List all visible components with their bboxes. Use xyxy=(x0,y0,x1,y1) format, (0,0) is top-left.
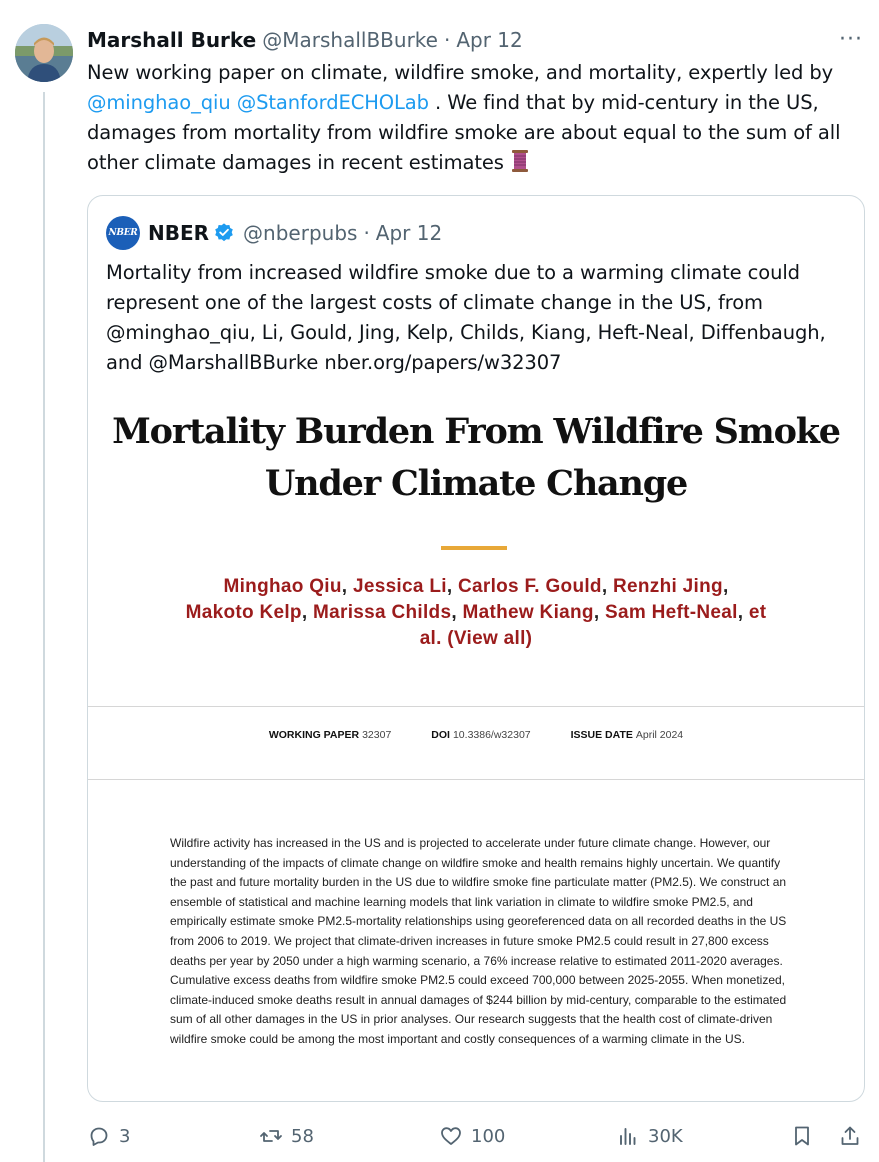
repost-icon xyxy=(259,1124,283,1148)
views-count: 30K xyxy=(648,1125,683,1147)
title-divider xyxy=(441,546,507,550)
tweet-text-part-2: . We find that by mid-century in the US, damages from mortality from wildfire smoke are about equal to the sum of all other climate damages in recent estimates xyxy=(87,91,841,174)
paper-authors: Minghao Qiu, Jessica Li, Carlos F. Gould, Renzhi Jing, Makoto Kelp, Marissa Childs, Mathew Kiang, Sam Heft-Neal, et al. (View all) xyxy=(185,576,767,649)
nber-logo[interactable]: NBER xyxy=(106,216,140,250)
share-icon xyxy=(838,1124,862,1148)
views-button[interactable] xyxy=(616,1118,683,1154)
separator: · xyxy=(443,28,451,52)
quoted-author-handle[interactable]: @nberpubs xyxy=(243,221,358,245)
views-chart-icon xyxy=(616,1124,640,1148)
avatar-photo xyxy=(15,24,73,82)
author-name: Renzhi Jing xyxy=(613,576,723,597)
quoted-tweet-header xyxy=(106,216,442,250)
repost-count: 58 xyxy=(291,1125,314,1147)
more-options-icon[interactable]: ··· xyxy=(839,27,863,52)
bookmark-icon xyxy=(790,1124,814,1148)
paper-title-line-2: Under Climate Change xyxy=(264,463,688,504)
author-name: Makoto Kelp xyxy=(185,602,302,623)
divider xyxy=(88,706,864,707)
avatar[interactable] xyxy=(15,24,73,82)
quoted-tweet[interactable] xyxy=(87,195,865,1102)
tweet-text-part-1: New working paper on climate, wildfire smoke, and mortality, expertly led by xyxy=(87,61,834,84)
repost-button[interactable] xyxy=(259,1118,314,1154)
share-button[interactable] xyxy=(838,1118,862,1154)
working-paper-number: WORKING PAPER 32307 xyxy=(268,729,392,741)
quoted-tweet-date[interactable]: Apr 12 xyxy=(375,221,443,245)
author-handle[interactable]: @MarshallBBurke xyxy=(262,28,438,52)
author-name: Carlos F. Gould xyxy=(457,576,602,597)
reply-icon xyxy=(87,1124,111,1148)
verified-badge-icon xyxy=(213,222,235,244)
thread-line xyxy=(43,92,45,1162)
bookmark-button[interactable] xyxy=(790,1118,814,1154)
paper-title xyxy=(88,406,864,510)
author-name: Minghao Qiu xyxy=(223,576,342,597)
reply-count: 3 xyxy=(119,1125,131,1147)
tweet xyxy=(87,24,865,178)
tweet-date[interactable]: Apr 12 xyxy=(456,28,523,52)
tweet-text xyxy=(87,58,865,178)
author-name: Sam Heft-Neal xyxy=(605,602,738,623)
quoted-author-name[interactable]: NBER xyxy=(148,221,210,245)
tweet-actions xyxy=(87,1118,865,1154)
mention-minghao-qiu[interactable]: @minghao_qiu xyxy=(87,91,231,114)
issue-date: ISSUE DATE April 2024 xyxy=(570,729,684,741)
tweet-header xyxy=(87,24,865,56)
quoted-tweet-text: Mortality from increased wildfire smoke due to a warming climate could represent one of the largest costs of climate change in the US, from @minghao_qiu, Li, Gould, Jing, Kelp, Childs, Kiang, Heft-Neal, Diffenbaugh, and @MarshallBBurke nber.org/papers/w32307 xyxy=(106,261,826,374)
divider xyxy=(88,779,864,780)
author-name[interactable]: Marshall Burke xyxy=(87,28,257,52)
paper-metadata xyxy=(88,729,864,741)
heart-icon xyxy=(439,1124,463,1148)
reply-button[interactable] xyxy=(87,1118,130,1154)
author-name: Mathew Kiang xyxy=(462,602,594,623)
like-count: 100 xyxy=(471,1125,506,1147)
like-button[interactable] xyxy=(439,1118,505,1154)
separator: · xyxy=(363,221,370,245)
paper-title-line-1: Mortality Burden From Wildfire Smoke xyxy=(112,411,840,452)
thread-emoji-icon xyxy=(510,149,530,173)
view-all-authors: et al. (View all) xyxy=(419,602,767,649)
mention-stanford-echo-lab[interactable]: @StanfordECHOLab xyxy=(236,91,429,114)
paper-preview-image[interactable] xyxy=(88,386,864,1101)
paper-doi: DOI 10.3386/w32307 xyxy=(431,729,531,741)
author-name: Jessica Li xyxy=(352,576,447,597)
author-name: Marissa Childs xyxy=(313,602,452,623)
paper-abstract: Wildfire activity has increased in the US and is projected to accelerate under future climate change. However, our understanding of the impacts of climate change on wildfire smoke and health remains highly uncertain. We quantify the past and future mortality burden in the US due to wildfire smoke fine particulate matter (PM2.5). We construct an ensemble of statistical and machine learning models that link variation in climate to wildfire smoke PM2.5, and empirically estimate smoke PM2.5-mortality relationships using georeferenced data on all recorded deaths in the US from 2006 to 2019. We project that climate-driven increases in future smoke PM2.5 could result in 27,800 excess deaths per year by 2050 under a high warming scenario, a 76% increase relative to estimated 2011-2020 averages. Cumulative excess deaths from wildfire smoke PM2.5 could exceed 700,000 between 2025-2055. When monetized, climate-induced smoke deaths result in annual damages of $244 billion by mid-century, comparable to the estimated sum of all other damages in the US in prior analyses. Our research suggests that the health cost of climate-driven wildfire smoke could be among the most important and costly consequences of a warming climate in the US. xyxy=(170,836,787,1046)
